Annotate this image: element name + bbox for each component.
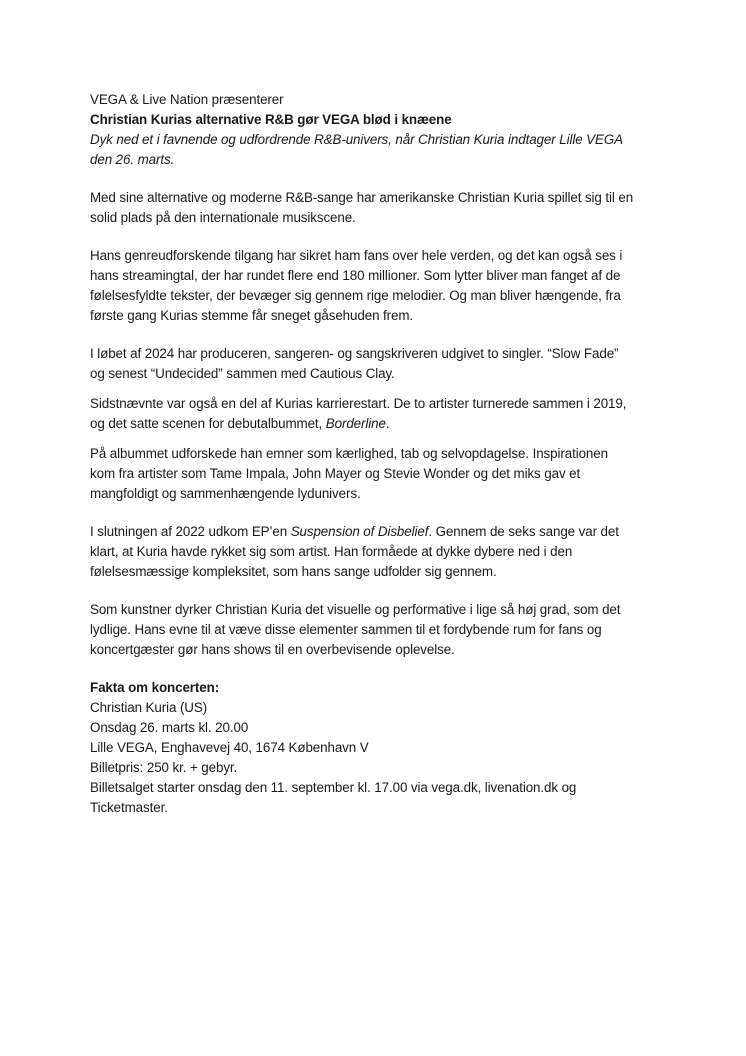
paragraph-line: følelsesfyldte tekster, der bevæger sig gennem rige melodier. Og man bliver hængende, fra: [90, 288, 621, 303]
text-run: I slutningen af 2022 udkom EP’en: [90, 524, 291, 539]
paragraph-line: [90, 522, 670, 542]
facts-artist: Christian Kuria (US): [90, 700, 208, 715]
paragraph-line: mangfoldigt og sammenhængende lydunivers.: [90, 486, 361, 501]
paragraph-line: Sidstnævnte var også en del af Kurias karrierestart. De to artister turnerede sammen i 2019,: [90, 396, 627, 411]
paragraph-ep: [90, 522, 670, 582]
paragraph-line: hans streamingtal, der har rundet flere end 180 millioner. Som lytter bliver man fanget af de: [90, 268, 621, 283]
paragraph-album-themes: [90, 444, 670, 504]
page-title: Christian Kurias alternative R&B gør VEGA blød i knæene: [90, 112, 452, 127]
paragraph-line: klart, at Kuria havde rykket sig som artist. Han formåede at dykke dybere ned i den: [90, 544, 573, 559]
paragraph-intro: [90, 188, 670, 228]
facts-date: Onsdag 26. marts kl. 20.00: [90, 720, 249, 735]
subtitle-line-2: den 26. marts.: [90, 152, 175, 167]
facts-venue: Lille VEGA, Enghavevej 40, 1674 København V: [90, 740, 369, 755]
paragraph-streaming: [90, 246, 670, 326]
facts-price: Billetpris: 250 kr. + gebyr.: [90, 760, 238, 775]
text-run: og det satte scenen for debutalbummet,: [90, 416, 326, 431]
paragraph-line: lydlige. Hans evne til at væve disse elementer sammen til et fordybende rum for fans og: [90, 622, 602, 637]
presenter-line: VEGA & Live Nation præsenterer: [90, 92, 284, 107]
paragraph-line: kom fra artister som Tame Impala, John Mayer og Stevie Wonder og det miks gav et: [90, 466, 581, 481]
facts-ticket-sale-cont: Ticketmaster.: [90, 800, 168, 815]
paragraph-singles: [90, 344, 670, 384]
album-title: Borderline: [325, 416, 386, 431]
subtitle-line-1: Dyk ned et i favnende og udfordrende R&B-univers, når Christian Kuria indtager Lille VEGA: [90, 132, 623, 147]
concert-facts: [90, 678, 670, 818]
paragraph-line: Hans genreudforskende tilgang har sikret ham fans over hele verden, og det kan også ses i: [90, 248, 623, 263]
paragraph-line: første gang Kurias stemme får sneget gåsehuden frem.: [90, 308, 414, 323]
paragraph-line: og senest “Undecided” sammen med Cautious Clay.: [90, 366, 395, 381]
paragraph-line: Med sine alternative og moderne R&B-sange har amerikanske Christian Kuria spillet sig til en: [90, 190, 634, 205]
paragraph-line: solid plads på den internationale musikscene.: [90, 210, 356, 225]
facts-ticket-sale: Billetsalget starter onsdag den 11. september kl. 17.00 via vega.dk, livenation.dk og: [90, 780, 577, 795]
paragraph-line: koncertgæster gør hans shows til en overbevisende oplevelse.: [90, 642, 455, 657]
press-release-document: [90, 90, 670, 818]
paragraph-line: følelsesmæssige kompleksitet, som hans sange udfolder sig gennem.: [90, 564, 497, 579]
paragraph-line: Som kunstner dyrker Christian Kuria det visuelle og performative i lige så høj grad, som det: [90, 602, 621, 617]
paragraph-performance: [90, 600, 670, 660]
paragraph-line: I løbet af 2024 har produceren, sangeren- og sangskriveren udgivet to singler. “Slow Fade”: [90, 346, 619, 361]
paragraph-debut-album: [90, 394, 670, 434]
text-run: .: [385, 416, 390, 431]
facts-heading: Fakta om koncerten:: [90, 680, 220, 695]
paragraph-line: [90, 414, 670, 434]
ep-title: Suspension of Disbelief: [290, 524, 429, 539]
text-run: . Gennem de seks sange var det: [428, 524, 619, 539]
paragraph-line: På albummet udforskede han emner som kærlighed, tab og selvopdagelse. Inspirationen: [90, 446, 608, 461]
